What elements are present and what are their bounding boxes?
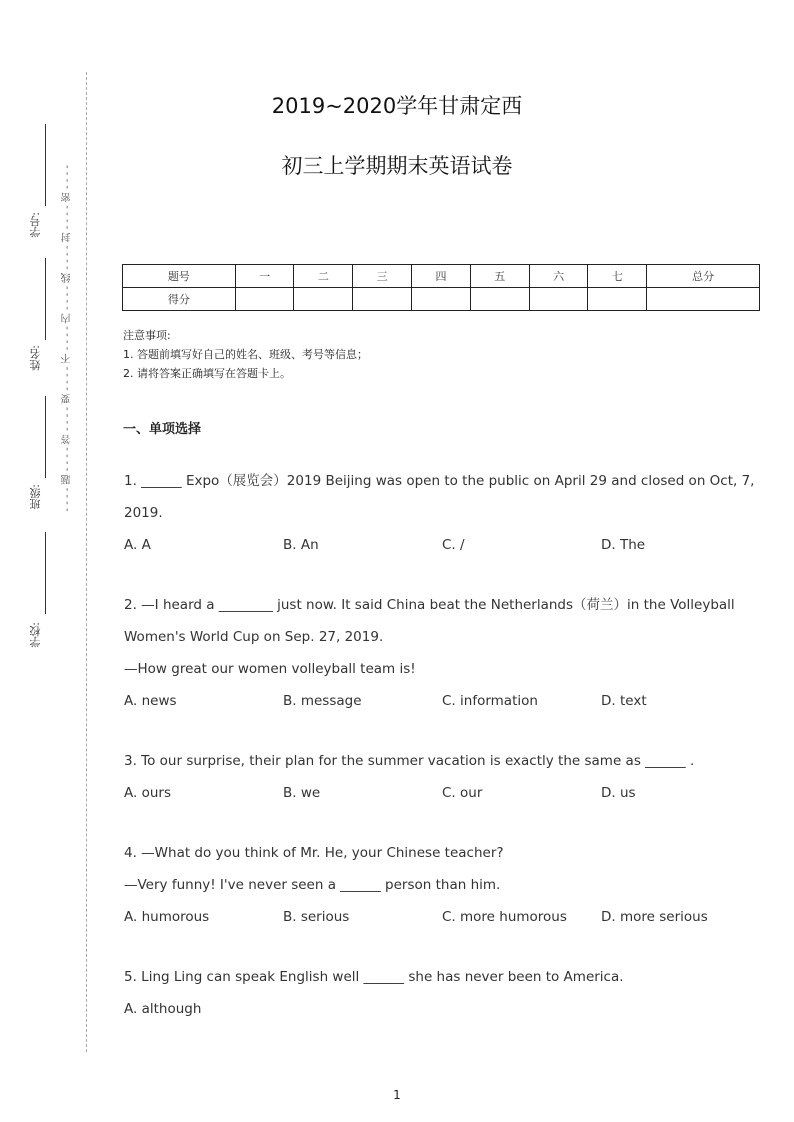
question-line: 1. ______ Expo（展览会）2019 Beijing was open to the public on April 29 and closed on Oct, 7,: [124, 473, 755, 489]
option-c[interactable]: C. our: [442, 785, 483, 801]
option-b[interactable]: B. An: [283, 537, 319, 553]
score-cell: 五: [470, 265, 529, 288]
question-line: 2. —I heard a ________ just now. It said China beat the Netherlands（荷兰）in the Volleyball: [124, 597, 735, 613]
score-cell: 二: [294, 265, 353, 288]
option-a[interactable]: A. humorous: [124, 909, 210, 925]
option-c[interactable]: C. information: [442, 693, 538, 709]
page-number: 1: [393, 1088, 401, 1102]
question-2: [124, 589, 764, 685]
notes-block: [123, 326, 368, 383]
question-line: 4. —What do you think of Mr. He, your Chinese teacher?: [124, 845, 504, 861]
question-line: Women's World Cup on Sep. 27, 2019.: [124, 629, 384, 645]
name-label: 姓名:: [29, 345, 42, 371]
question-line: —How great our women volleyball team is!: [124, 661, 416, 677]
option-a[interactable]: A. ours: [124, 785, 171, 801]
name-line: [45, 258, 46, 340]
score-table-header-row: [123, 265, 760, 288]
option-a[interactable]: A. A: [124, 537, 151, 553]
student-id-label: 学号:: [29, 212, 42, 238]
score-blank-cell[interactable]: [529, 288, 588, 311]
option-b[interactable]: B. we: [283, 785, 321, 801]
option-c[interactable]: C. /: [442, 537, 465, 553]
question-line: 3. To our surprise, their plan for the summer vacation is exactly the same as ______ .: [124, 753, 695, 769]
exam-title-line1: 2019~2020学年甘肃定西: [271, 94, 523, 118]
option-b[interactable]: B. serious: [283, 909, 350, 925]
binding-dashed-line: [86, 72, 87, 1052]
score-blank-cell[interactable]: [353, 288, 412, 311]
score-blank-cell[interactable]: [412, 288, 471, 311]
option-a[interactable]: A. news: [124, 693, 177, 709]
school-line: [45, 532, 46, 614]
exam-title-line2: 初三上学期期末英语试卷: [281, 154, 513, 178]
score-blank-cell[interactable]: [294, 288, 353, 311]
notes-item: 2. 请将答案正确填写在答题卡上。: [123, 367, 291, 380]
school-label: 学校:: [29, 622, 42, 648]
question-line: 5. Ling Ling can speak English well ______ she has never been to America.: [124, 969, 624, 985]
score-cell: 四: [412, 265, 471, 288]
score-table: [122, 264, 760, 311]
question-3: [124, 745, 764, 777]
score-blank-cell[interactable]: [470, 288, 529, 311]
class-label: 班级:: [29, 484, 42, 510]
score-cell: 题号: [123, 265, 236, 288]
seal-line-text: - - - - 题 - - - - 答 - - - - 要 - - - - 不 - - - - 内 - - - - 线 - - - - 封 - - - - 密 - - - -: [62, 165, 73, 512]
option-d[interactable]: D. more serious: [601, 909, 708, 925]
question-4: [124, 837, 764, 901]
score-cell: 三: [353, 265, 412, 288]
score-blank-cell[interactable]: [647, 288, 760, 311]
score-blank-cell[interactable]: [588, 288, 647, 311]
score-table-score-row: [123, 288, 760, 311]
class-line: [45, 396, 46, 478]
notes-item: 1. 答题前填写好自己的姓名、班级、考号等信息；: [123, 348, 368, 361]
notes-title: 注意事项:: [123, 329, 171, 342]
question-5: [124, 961, 764, 993]
option-b[interactable]: B. message: [283, 693, 362, 709]
option-a[interactable]: A. although: [124, 1001, 202, 1017]
option-d[interactable]: D. us: [601, 785, 636, 801]
question-line: —Very funny! I've never seen a ______ person than him.: [124, 877, 501, 893]
score-blank-cell[interactable]: [235, 288, 294, 311]
question-line: 2019.: [124, 505, 163, 521]
section-title: 一、单项选择: [123, 422, 202, 437]
option-d[interactable]: D. text: [601, 693, 647, 709]
score-cell: 七: [588, 265, 647, 288]
score-cell: 一: [235, 265, 294, 288]
score-cell: 总分: [647, 265, 760, 288]
score-cell: 得分: [123, 288, 236, 311]
option-c[interactable]: C. more humorous: [442, 909, 567, 925]
option-d[interactable]: D. The: [601, 537, 646, 553]
score-cell: 六: [529, 265, 588, 288]
question-1: [124, 465, 764, 529]
